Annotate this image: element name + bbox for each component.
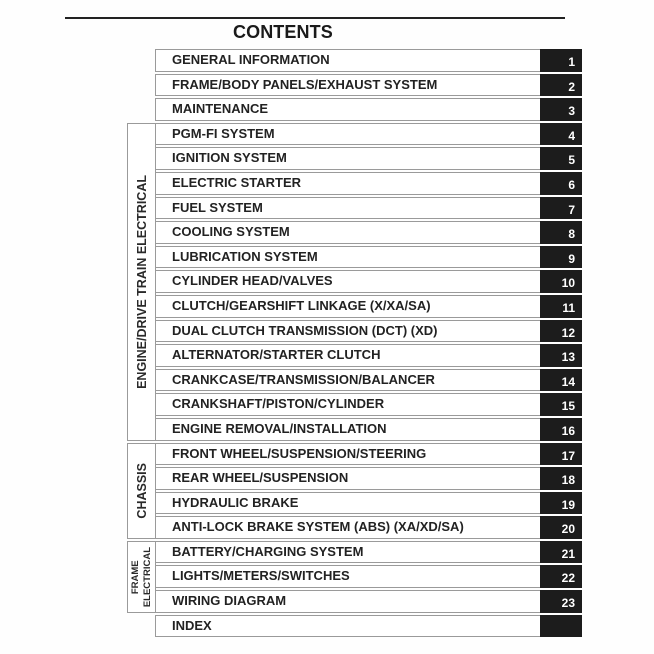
section-number-tab: 12 <box>540 320 582 343</box>
toc-row-crankshaft-piston-cylinder[interactable] <box>155 393 582 416</box>
toc-row-general-information[interactable] <box>155 49 582 72</box>
toc-row-frame-body-panels[interactable] <box>155 74 582 97</box>
section-number-tab: 2 <box>540 74 582 97</box>
toc-row-label: FRAME/BODY PANELS/EXHAUST SYSTEM <box>172 76 438 92</box>
section-number-tab: 10 <box>540 270 582 293</box>
toc-row-ignition-system[interactable] <box>155 147 582 170</box>
section-number-tab: 8 <box>540 221 582 244</box>
toc-row-cylinder-head-valves[interactable] <box>155 270 582 293</box>
section-number-tab: 4 <box>540 123 582 146</box>
section-number-tab: 7 <box>540 197 582 220</box>
toc-row-pgm-fi-system[interactable] <box>155 123 582 146</box>
toc-row-maintenance[interactable] <box>155 98 582 121</box>
toc-row-label: PGM-FI SYSTEM <box>172 125 275 141</box>
toc-row-cooling-system[interactable] <box>155 221 582 244</box>
group-label-frame-line1: FRAME <box>129 560 141 594</box>
toc-row-battery-charging-system[interactable] <box>155 541 582 564</box>
section-number-tab: 5 <box>540 147 582 170</box>
toc-row-label: FRONT WHEEL/SUSPENSION/STEERING <box>172 445 427 461</box>
section-number-tab: 23 <box>540 590 582 613</box>
toc-row-label: ENGINE REMOVAL/INSTALLATION <box>172 420 387 436</box>
toc-row-rear-wheel-suspension[interactable] <box>155 467 582 490</box>
section-number-tab: 13 <box>540 344 582 367</box>
section-number-tab: 15 <box>540 393 582 416</box>
toc-row-label: IGNITION SYSTEM <box>172 150 287 166</box>
group-label-chassis: CHASSIS <box>134 463 149 519</box>
section-number-tab: 17 <box>540 443 582 466</box>
toc-row-label: LIGHTS/METERS/SWITCHES <box>172 568 350 584</box>
section-number-tab: 14 <box>540 369 582 392</box>
section-number-tab: 6 <box>540 172 582 195</box>
group-chassis <box>127 443 156 539</box>
toc-row-label: BATTERY/CHARGING SYSTEM <box>172 543 364 559</box>
section-number-tab: 1 <box>540 49 582 72</box>
toc-row-engine-removal-installation[interactable] <box>155 418 582 441</box>
group-frame-electrical <box>127 541 156 613</box>
toc-list <box>155 49 582 639</box>
toc-row-label: ALTERNATOR/STARTER CLUTCH <box>172 347 381 363</box>
section-number-tab: 20 <box>540 516 582 539</box>
toc-row-label: MAINTENANCE <box>172 101 269 117</box>
toc-row-lights-meters-switches[interactable] <box>155 565 582 588</box>
toc-row-electric-starter[interactable] <box>155 172 582 195</box>
toc-row-crankcase-transmission-balancer[interactable] <box>155 369 582 392</box>
page-title: CONTENTS <box>233 22 333 42</box>
group-label-frame-line2: ELECTRICAL <box>141 546 153 607</box>
toc-row-wiring-diagram[interactable] <box>155 590 582 613</box>
toc-row-dual-clutch-transmission[interactable] <box>155 320 582 343</box>
toc-row-label: WIRING DIAGRAM <box>172 593 287 609</box>
section-number-tab: 19 <box>540 492 582 515</box>
toc-row-label: HYDRAULIC BRAKE <box>172 494 299 510</box>
toc-row-label: LUBRICATION SYSTEM <box>172 248 318 264</box>
section-number-tab: 21 <box>540 541 582 564</box>
section-number-tab <box>540 615 582 638</box>
toc-row-front-wheel-suspension-steering[interactable] <box>155 443 582 466</box>
section-number-tab: 9 <box>540 246 582 269</box>
toc-row-index[interactable] <box>155 615 582 638</box>
toc-row-alternator-starter-clutch[interactable] <box>155 344 582 367</box>
top-rule <box>65 17 565 19</box>
group-label-engine: ENGINE/DRIVE TRAIN ELECTRICAL <box>134 174 149 389</box>
toc-row-label: COOLING SYSTEM <box>172 224 290 240</box>
toc-row-anti-lock-brake-system[interactable] <box>155 516 582 539</box>
toc-row-label: DUAL CLUTCH TRANSMISSION (DCT) (XD) <box>172 322 438 338</box>
group-label-frame-electrical <box>130 547 154 607</box>
toc-row-clutch-gearshift-linkage[interactable] <box>155 295 582 318</box>
group-engine-drive-train-electrical <box>127 123 156 441</box>
section-number-tab: 16 <box>540 418 582 441</box>
toc-row-label: CRANKSHAFT/PISTON/CYLINDER <box>172 396 385 412</box>
toc-row-fuel-system[interactable] <box>155 197 582 220</box>
toc-row-lubrication-system[interactable] <box>155 246 582 269</box>
toc-row-hydraulic-brake[interactable] <box>155 492 582 515</box>
section-number-tab: 18 <box>540 467 582 490</box>
toc-row-label: CYLINDER HEAD/VALVES <box>172 273 333 289</box>
section-number-tab: 22 <box>540 565 582 588</box>
toc-row-label: REAR WHEEL/SUSPENSION <box>172 470 349 486</box>
section-number-tab: 11 <box>540 295 582 318</box>
toc-row-label: ELECTRIC STARTER <box>172 174 302 190</box>
toc-row-label: ANTI-LOCK BRAKE SYSTEM (ABS) (XA/XD/SA) <box>172 519 464 535</box>
toc-row-label: GENERAL INFORMATION <box>172 52 330 67</box>
toc-row-label: FUEL SYSTEM <box>172 199 263 215</box>
section-number-tab: 3 <box>540 98 582 121</box>
toc-row-label: CRANKCASE/TRANSMISSION/BALANCER <box>172 371 435 387</box>
toc-row-label: CLUTCH/GEARSHIFT LINKAGE (X/XA/SA) <box>172 297 431 313</box>
toc-row-label: INDEX <box>172 617 212 633</box>
